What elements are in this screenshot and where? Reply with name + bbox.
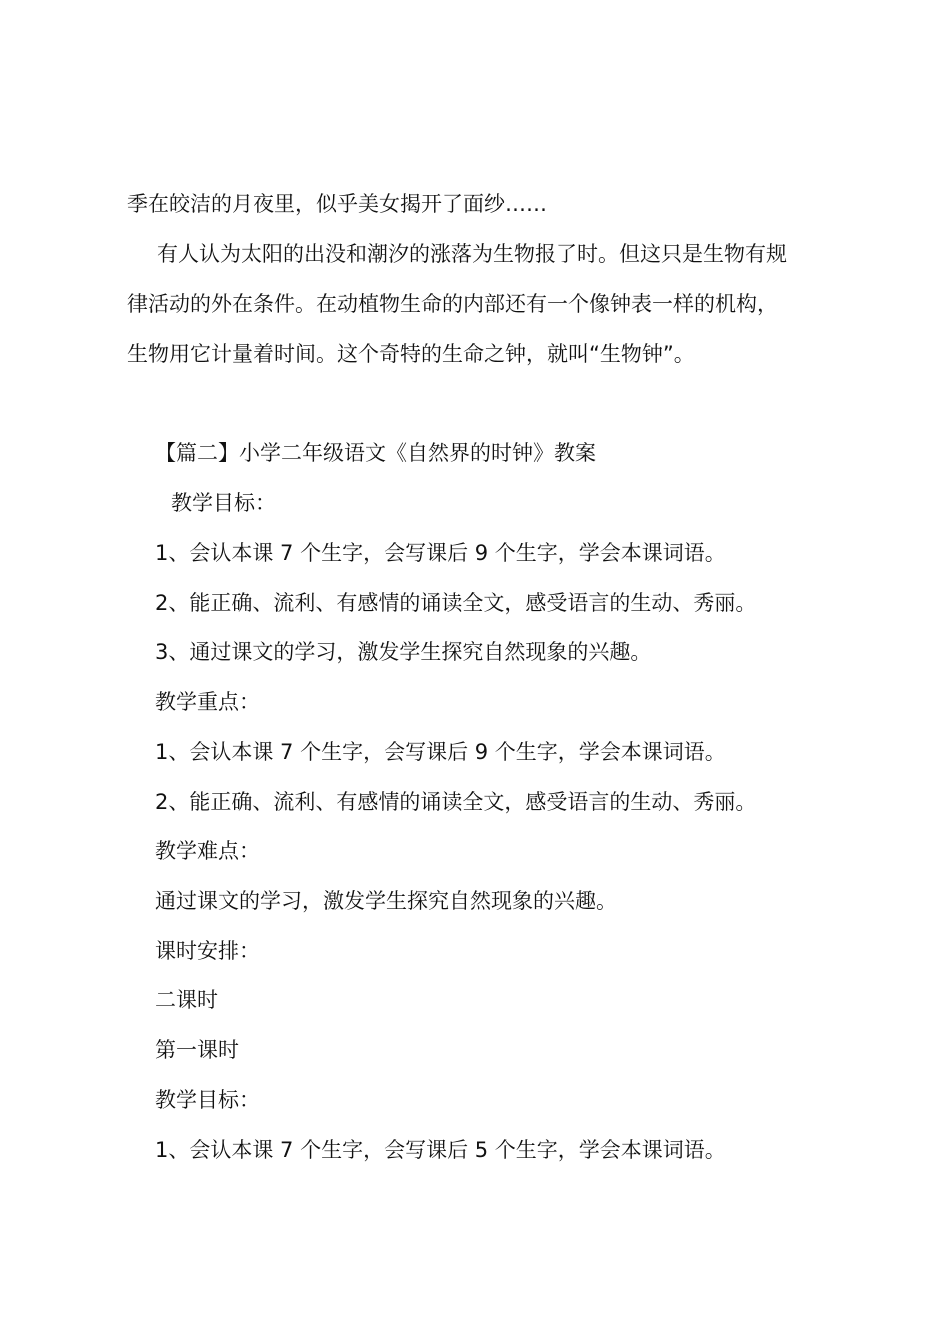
goals-heading: 教学目标：	[171, 491, 276, 515]
difficulty-heading: 教学难点：	[155, 839, 260, 863]
key-point-item: 2、能正确、流利、有感情的诵读全文，感受语言的生动、秀丽。	[155, 790, 757, 814]
paragraph-line: 律活动的外在条件。在动植物生命的内部还有一个像钟表一样的机构，	[127, 292, 778, 316]
goal-item: 2、能正确、流利、有感情的诵读全文，感受语言的生动、秀丽。	[155, 591, 757, 615]
paragraph-line: 有人认为太阳的出没和潮汐的涨落为生物报了时。但这只是生物有规	[157, 242, 787, 266]
key-point-item: 1、会认本课 7 个生字，会写课后 9 个生字，学会本课词语。	[155, 740, 726, 764]
continuation-line: 季在皎洁的月夜里，似乎美女揭开了面纱……	[127, 192, 547, 216]
lesson1-goals-heading: 教学目标：	[155, 1088, 260, 1112]
key-points-heading: 教学重点：	[155, 690, 260, 714]
schedule-heading: 课时安排：	[155, 939, 260, 963]
lesson1-heading: 第一课时	[155, 1038, 239, 1062]
paragraph-line: 生物用它计量着时间。这个奇特的生命之钟，就叫“生物钟”。	[127, 342, 695, 366]
goal-item: 1、会认本课 7 个生字，会写课后 9 个生字，学会本课词语。	[155, 541, 726, 565]
section-title: 【篇二】小学二年级语文《自然界的时钟》教案	[155, 441, 596, 465]
schedule-text: 二课时	[155, 988, 218, 1012]
goal-item: 3、通过课文的学习，激发学生探究自然现象的兴趣。	[155, 640, 652, 664]
difficulty-text: 通过课文的学习，激发学生探究自然现象的兴趣。	[155, 889, 617, 913]
lesson1-goal-item: 1、会认本课 7 个生字，会写课后 5 个生字，学会本课词语。	[155, 1138, 726, 1162]
